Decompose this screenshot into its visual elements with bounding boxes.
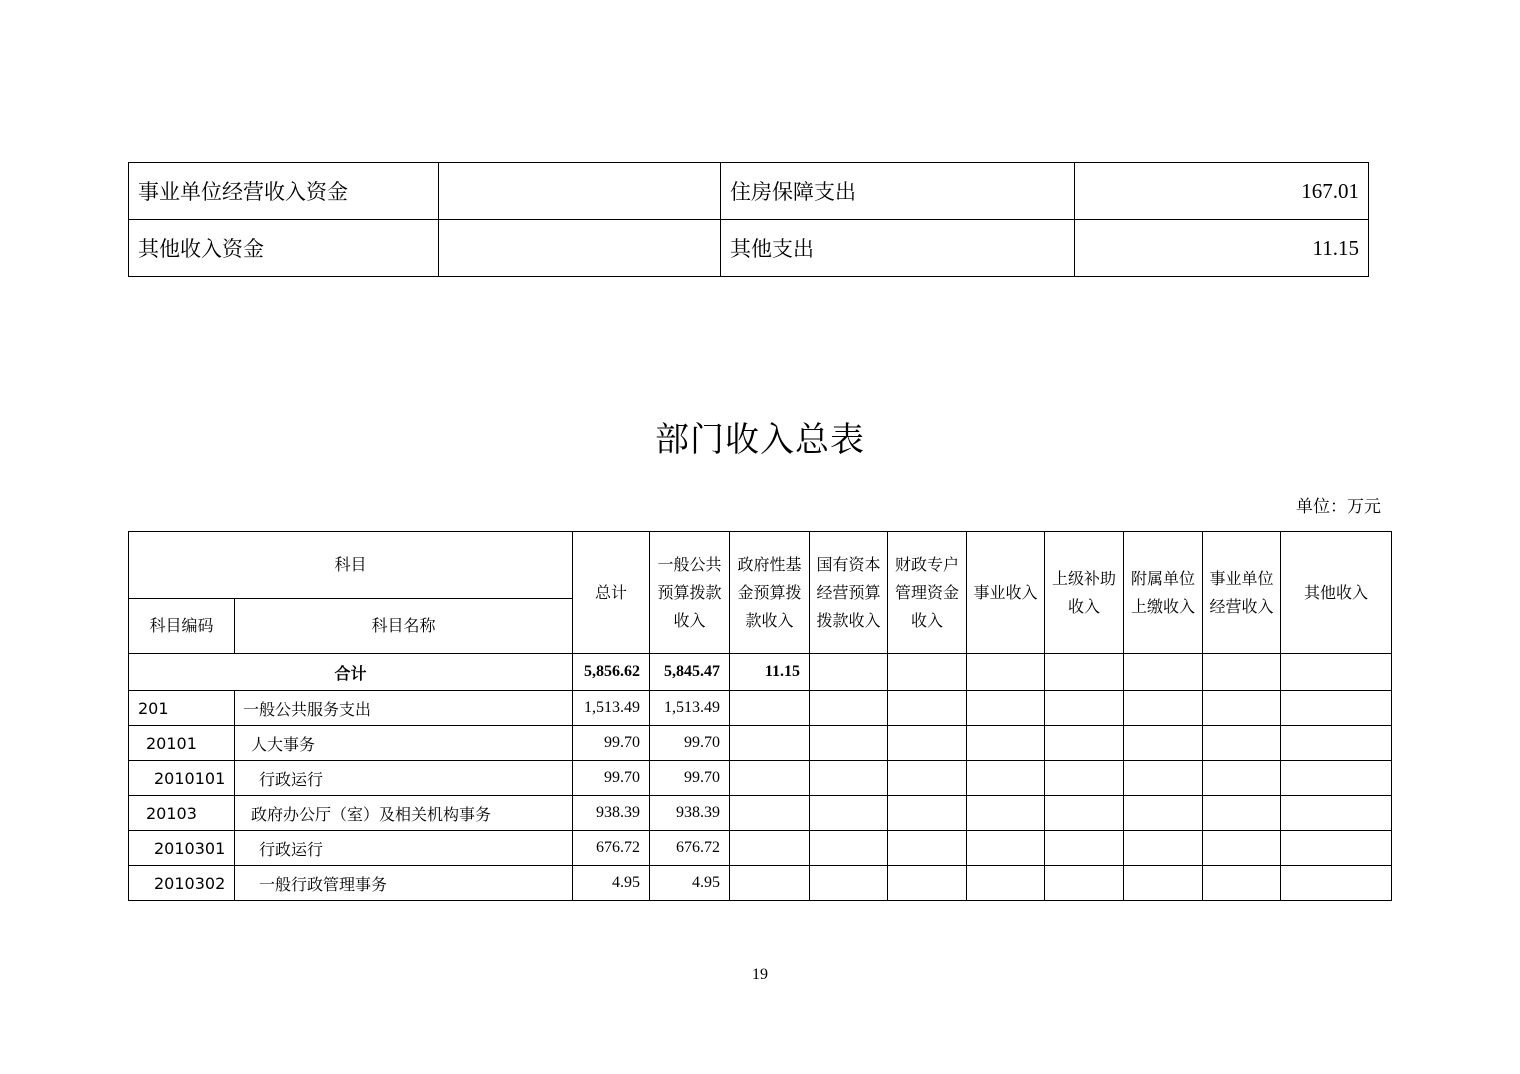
income-item-label: 事业单位经营收入资金 — [129, 163, 439, 220]
amount-cell — [1203, 726, 1281, 761]
amount-cell — [1124, 761, 1203, 796]
amount-cell — [967, 761, 1045, 796]
amount-cell — [967, 726, 1045, 761]
subject-code: 201 — [129, 691, 235, 726]
unit-label: 单位：万元 — [1296, 497, 1381, 517]
total-value — [967, 654, 1045, 691]
header-column: 国有资本经营预算拨款收入 — [810, 532, 888, 654]
total-row — [129, 654, 1392, 691]
header-column: 上级补助收入 — [1045, 532, 1124, 654]
amount-cell — [1045, 831, 1124, 866]
amount-cell — [810, 866, 888, 901]
expense-item-label: 住房保障支出 — [721, 163, 1075, 220]
subject-name: 行政运行 — [235, 831, 573, 866]
amount-cell — [1045, 761, 1124, 796]
total-value — [888, 654, 967, 691]
amount-cell — [1281, 761, 1392, 796]
total-value — [1124, 654, 1203, 691]
amount-cell — [1045, 796, 1124, 831]
subject-code: 2010302 — [129, 866, 235, 901]
header-column: 一般公共预算拨款收入 — [650, 532, 730, 654]
amount-cell — [967, 831, 1045, 866]
total-value — [1281, 654, 1392, 691]
total-value: 5,845.47 — [650, 654, 730, 691]
header-subject: 科目 — [129, 532, 573, 599]
amount-cell — [730, 761, 810, 796]
amount-cell — [888, 796, 967, 831]
amount-cell — [1281, 726, 1392, 761]
amount-cell: 676.72 — [573, 831, 650, 866]
header-column: 总计 — [573, 532, 650, 654]
total-value: 5,856.62 — [573, 654, 650, 691]
amount-cell — [810, 796, 888, 831]
table-row — [129, 761, 1392, 796]
amount-cell — [1045, 691, 1124, 726]
amount-cell — [1203, 866, 1281, 901]
amount-cell: 4.95 — [650, 866, 730, 901]
amount-cell — [730, 796, 810, 831]
subject-name: 一般行政管理事务 — [235, 866, 573, 901]
amount-cell: 99.70 — [650, 761, 730, 796]
total-value — [1045, 654, 1124, 691]
subject-name: 政府办公厅（室）及相关机构事务 — [235, 796, 573, 831]
amount-cell — [888, 761, 967, 796]
amount-cell: 938.39 — [650, 796, 730, 831]
amount-cell — [810, 761, 888, 796]
continuation-row — [129, 220, 1369, 277]
amount-cell — [967, 866, 1045, 901]
continuation-table — [128, 162, 1369, 277]
header-column: 政府性基金预算拨款收入 — [730, 532, 810, 654]
total-label: 合计 — [129, 654, 573, 691]
amount-cell — [1281, 831, 1392, 866]
subject-name: 行政运行 — [235, 761, 573, 796]
table-row — [129, 831, 1392, 866]
total-value: 11.15 — [730, 654, 810, 691]
total-value — [810, 654, 888, 691]
page-number: 19 — [752, 966, 768, 983]
income-item-value — [439, 163, 721, 220]
table-row — [129, 691, 1392, 726]
table-row — [129, 796, 1392, 831]
amount-cell — [888, 831, 967, 866]
amount-cell — [1124, 831, 1203, 866]
amount-cell — [1203, 831, 1281, 866]
amount-cell: 938.39 — [573, 796, 650, 831]
amount-cell — [810, 831, 888, 866]
header-column: 事业单位经营收入 — [1203, 532, 1281, 654]
amount-cell — [730, 691, 810, 726]
amount-cell: 676.72 — [650, 831, 730, 866]
subject-code: 20101 — [129, 726, 235, 761]
header-code: 科目编码 — [129, 599, 235, 654]
amount-cell — [1203, 796, 1281, 831]
total-value — [1203, 654, 1281, 691]
amount-cell — [967, 691, 1045, 726]
header-name: 科目名称 — [235, 599, 573, 654]
subject-code: 20103 — [129, 796, 235, 831]
expense-item-label: 其他支出 — [721, 220, 1075, 277]
amount-cell — [888, 726, 967, 761]
amount-cell: 99.70 — [573, 726, 650, 761]
amount-cell — [1281, 691, 1392, 726]
expense-item-value: 167.01 — [1075, 163, 1369, 220]
amount-cell: 4.95 — [573, 866, 650, 901]
amount-cell — [1124, 691, 1203, 726]
amount-cell — [810, 726, 888, 761]
amount-cell — [810, 691, 888, 726]
amount-cell — [1203, 761, 1281, 796]
table-row — [129, 726, 1392, 761]
income-summary-table — [128, 531, 1392, 901]
amount-cell: 99.70 — [573, 761, 650, 796]
header-column: 财政专户管理资金收入 — [888, 532, 967, 654]
header-column: 附属单位上缴收入 — [1124, 532, 1203, 654]
amount-cell — [1124, 796, 1203, 831]
amount-cell: 1,513.49 — [650, 691, 730, 726]
amount-cell — [1203, 691, 1281, 726]
amount-cell: 1,513.49 — [573, 691, 650, 726]
table-row — [129, 866, 1392, 901]
subject-code: 2010101 — [129, 761, 235, 796]
amount-cell — [730, 866, 810, 901]
income-item-label: 其他收入资金 — [129, 220, 439, 277]
amount-cell — [888, 866, 967, 901]
amount-cell — [1281, 866, 1392, 901]
page-title: 部门收入总表 — [655, 420, 865, 460]
amount-cell — [730, 831, 810, 866]
header-column: 其他收入 — [1281, 532, 1392, 654]
amount-cell — [1045, 866, 1124, 901]
income-item-value — [439, 220, 721, 277]
amount-cell — [1124, 866, 1203, 901]
expense-item-value: 11.15 — [1075, 220, 1369, 277]
amount-cell — [1045, 726, 1124, 761]
amount-cell — [730, 726, 810, 761]
subject-name: 人大事务 — [235, 726, 573, 761]
amount-cell — [1281, 796, 1392, 831]
amount-cell — [967, 796, 1045, 831]
amount-cell — [1124, 726, 1203, 761]
continuation-row — [129, 163, 1369, 220]
amount-cell — [888, 691, 967, 726]
subject-name: 一般公共服务支出 — [235, 691, 573, 726]
header-column: 事业收入 — [967, 532, 1045, 654]
amount-cell: 99.70 — [650, 726, 730, 761]
subject-code: 2010301 — [129, 831, 235, 866]
